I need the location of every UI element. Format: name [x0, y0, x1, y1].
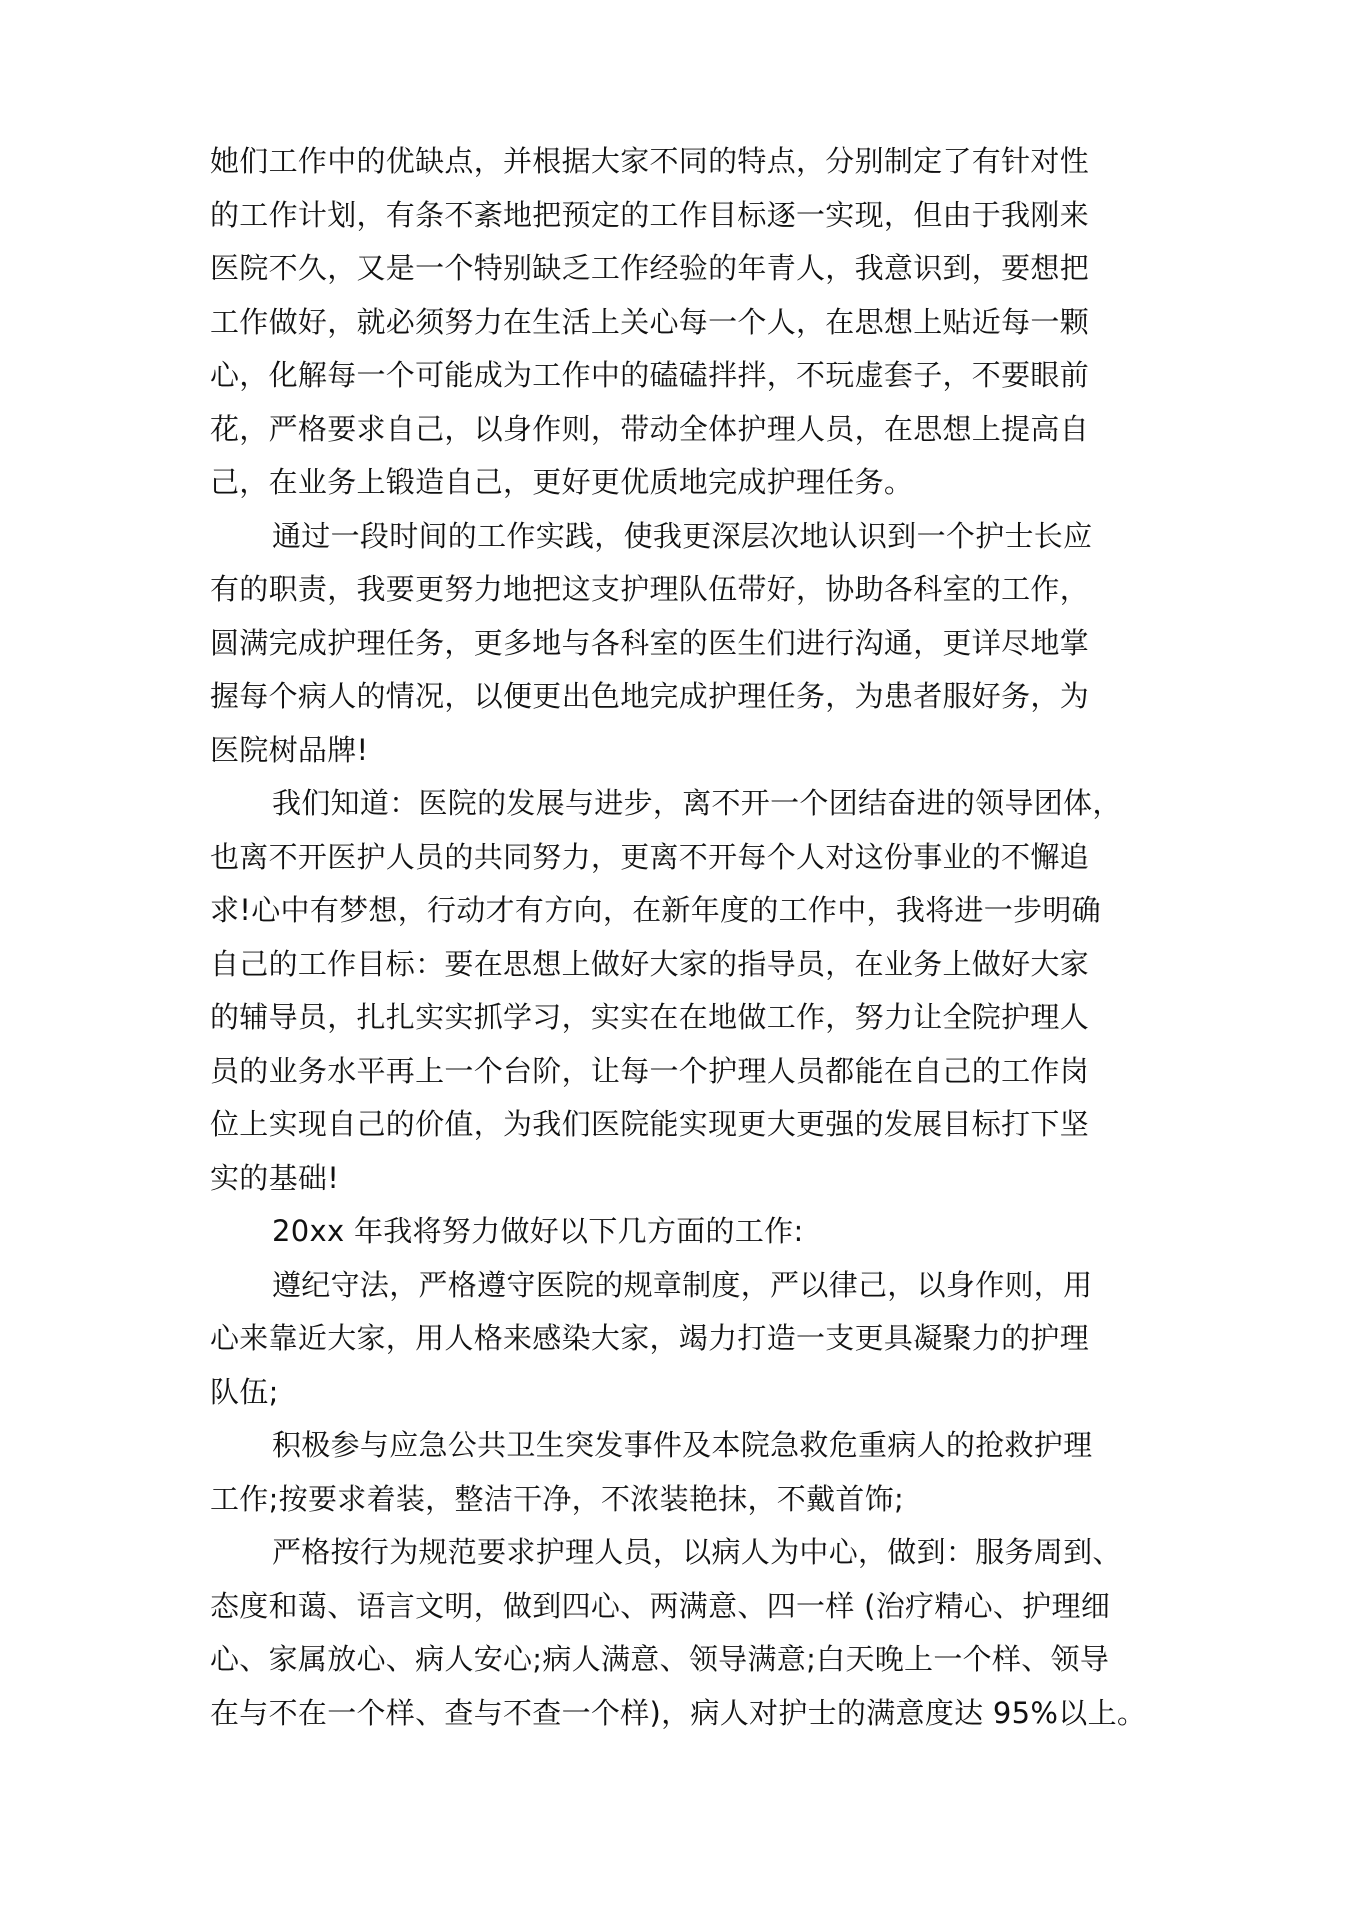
- text-line: 有的职责，我要更努力地把这支护理队伍带好，协助各科室的工作，: [210, 572, 1090, 606]
- text-line: 实的基础!: [210, 1160, 340, 1195]
- text-line: 求!心中有梦想，行动才有方向，在新年度的工作中，我将进一步明确: [210, 893, 1101, 927]
- text-line: 的辅导员，扎扎实实抓学习，实实在在地做工作，努力让全院护理人: [210, 1000, 1090, 1034]
- document-page: [210, 135, 1170, 1740]
- text-line: 花，严格要求自己，以身作则，带动全体护理人员，在思想上提高自: [210, 411, 1090, 446]
- text-line: 位上实现自己的价值，为我们医院能实现更大更强的发展目标打下坚: [210, 1107, 1090, 1141]
- text-line: 握每个病人的情况，以便更出色地完成护理任务，为患者服好务，为: [210, 679, 1090, 713]
- text-line: 的工作计划，有条不紊地把预定的工作目标逐一实现，但由于我刚来: [210, 197, 1090, 232]
- text-line: 自己的工作目标：要在思想上做好大家的指导员，在业务上做好大家: [210, 946, 1090, 981]
- text-line: 员的业务水平再上一个台阶，让每一个护理人员都能在自己的工作岗: [210, 1053, 1090, 1088]
- paragraph-first-line: 严格按行为规范要求护理人员，以病人为中心，做到：服务周到、: [272, 1535, 1122, 1569]
- paragraph-first-line: 通过一段时间的工作实践，使我更深层次地认识到一个护士长应: [272, 518, 1093, 553]
- paragraph-first-line: 遵纪守法，严格遵守医院的规章制度，严以律己，以身作则，用: [272, 1267, 1093, 1302]
- text-line: 态度和蔼、语言文明，做到四心、两满意、四一样 (治疗精心、护理细: [210, 1588, 1111, 1623]
- text-line: 圆满完成护理任务，更多地与各科室的医生们进行沟通，更详尽地掌: [210, 625, 1090, 660]
- text-line: 工作做好，就必须努力在生活上关心每一个人，在思想上贴近每一颗: [210, 304, 1090, 339]
- text-line: 也离不开医护人员的共同努力，更离不开每个人对这份事业的不懈追: [210, 839, 1090, 874]
- text-line: 工作;按要求着装，整洁干净，不浓装艳抹，不戴首饰;: [210, 1481, 905, 1516]
- text-line: 己，在业务上锻造自己，更好更优质地完成护理任务。: [210, 465, 914, 499]
- text-line: 医院树品牌!: [210, 732, 369, 767]
- text-line: 在与不在一个样、查与不查一个样)，病人对护士的满意度达 95%以上。: [210, 1695, 1147, 1730]
- text-line: 医院不久，又是一个特别缺乏工作经验的年青人，我意识到，要想把: [210, 251, 1090, 285]
- text-line: 心，化解每一个可能成为工作中的磕磕拌拌，不玩虚套子，不要眼前: [210, 358, 1090, 392]
- paragraph-first-line: 我们知道：医院的发展与进步，离不开一个团结奋进的领导团体，: [272, 786, 1122, 820]
- text-line: 心来靠近大家，用人格来感染大家，竭力打造一支更具凝聚力的护理: [210, 1321, 1090, 1355]
- paragraph-first-line: 20xx 年我将努力做好以下几方面的工作:: [272, 1214, 804, 1248]
- text-line: 队伍;: [210, 1374, 279, 1409]
- paragraph-first-line: 积极参与应急公共卫生突发事件及本院急救危重病人的抢救护理: [272, 1428, 1093, 1462]
- text-line: 心、家属放心、病人安心;病人满意、领导满意;白天晚上一个样、领导: [210, 1642, 1110, 1676]
- text-line: 她们工作中的优缺点，并根据大家不同的特点，分别制定了有针对性: [210, 144, 1090, 178]
